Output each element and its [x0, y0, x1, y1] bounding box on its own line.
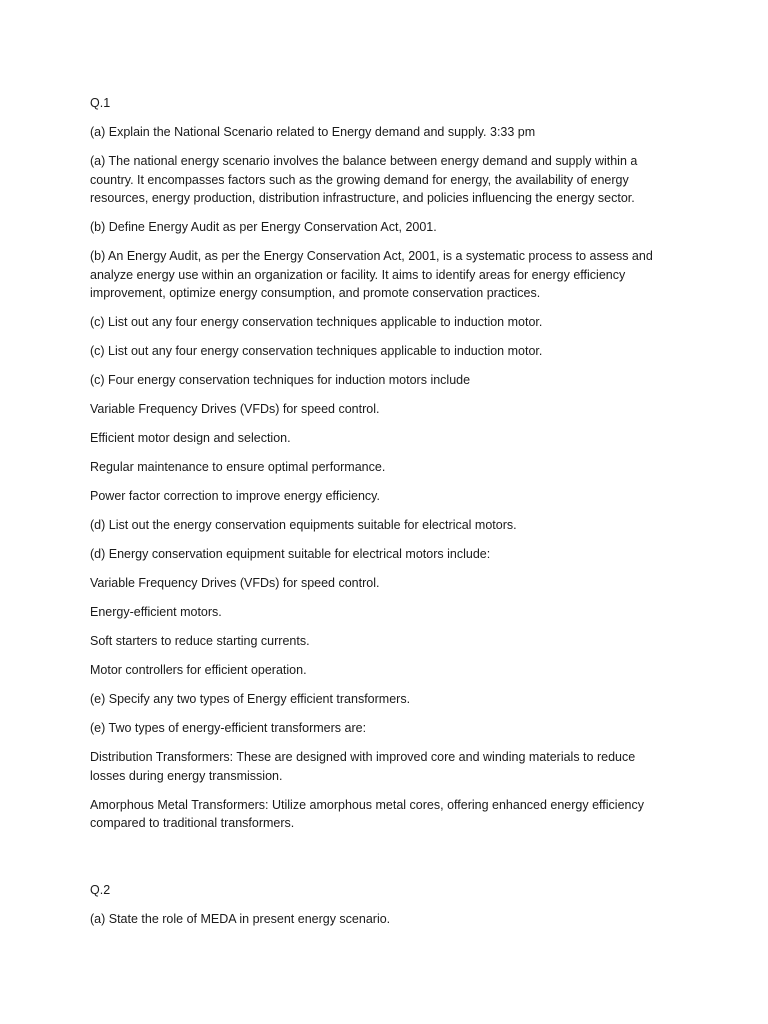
q1-paragraph: (b) An Energy Audit, as per the Energy Conservation Act, 2001, is a systematic process to assess and analyze energy use within an organization or facility. It aims to identify areas for energy efficiency improvement, optimize energy consumption, and promote conservation practices. — [90, 249, 653, 300]
q1-list-item: Regular maintenance to ensure optimal performance. — [90, 460, 386, 474]
q1-list-item: Variable Frequency Drives (VFDs) for speed control. — [90, 576, 380, 590]
q1-list-item: Amorphous Metal Transformers: Utilize amorphous metal cores, offering enhanced energy efficiency compared to traditional transformers. — [90, 797, 644, 830]
q1-paragraph: (d) List out the energy conservation equipments suitable for electrical motors. — [90, 518, 517, 532]
q1-paragraph: (b) Define Energy Audit as per Energy Conservation Act, 2001. — [90, 220, 437, 234]
q1-list-item: Energy-efficient motors. — [90, 605, 222, 619]
q1-paragraph: (e) Two types of energy-efficient transformers are: — [90, 721, 367, 735]
q1-paragraph: (d) Energy conservation equipment suitable for electrical motors include: — [90, 547, 491, 561]
q1-list-item: Efficient motor design and selection. — [90, 431, 291, 445]
q1-paragraph: (c) Four energy conservation techniques for induction motors include — [90, 373, 471, 387]
q1-list-item: Variable Frequency Drives (VFDs) for speed control. — [90, 402, 380, 416]
q1-paragraph: (e) Specify any two types of Energy efficient transformers. — [90, 692, 411, 706]
document-page — [90, 94, 670, 939]
question-2-heading: Q.2 — [90, 883, 111, 897]
q1-list-item: Distribution Transformers: These are designed with improved core and winding materials to reduce losses during energy transmission. — [90, 750, 636, 783]
q1-list-item: Motor controllers for efficient operation. — [90, 663, 307, 677]
q1-paragraph: (c) List out any four energy conservation techniques applicable to induction motor. — [90, 344, 543, 358]
q1-list-item: Power factor correction to improve energy efficiency. — [90, 489, 380, 503]
q2-paragraph: (a) State the role of MEDA in present energy scenario. — [90, 912, 391, 926]
q1-paragraph: (a) The national energy scenario involves the balance between energy demand and supply within a country. It encompasses factors such as the growing demand for energy, the availability of energy resources, energy production, distribution infrastructure, and policies influencing the energy sector. — [90, 154, 638, 205]
q1-paragraph: (c) List out any four energy conservation techniques applicable to induction motor. — [90, 315, 543, 329]
q1-paragraph: (a) Explain the National Scenario related to Energy demand and supply. 3:33 pm — [90, 125, 536, 139]
q1-list-item: Soft starters to reduce starting currents. — [90, 634, 310, 648]
section-spacer — [90, 843, 670, 881]
question-1-heading: Q.1 — [90, 96, 111, 110]
